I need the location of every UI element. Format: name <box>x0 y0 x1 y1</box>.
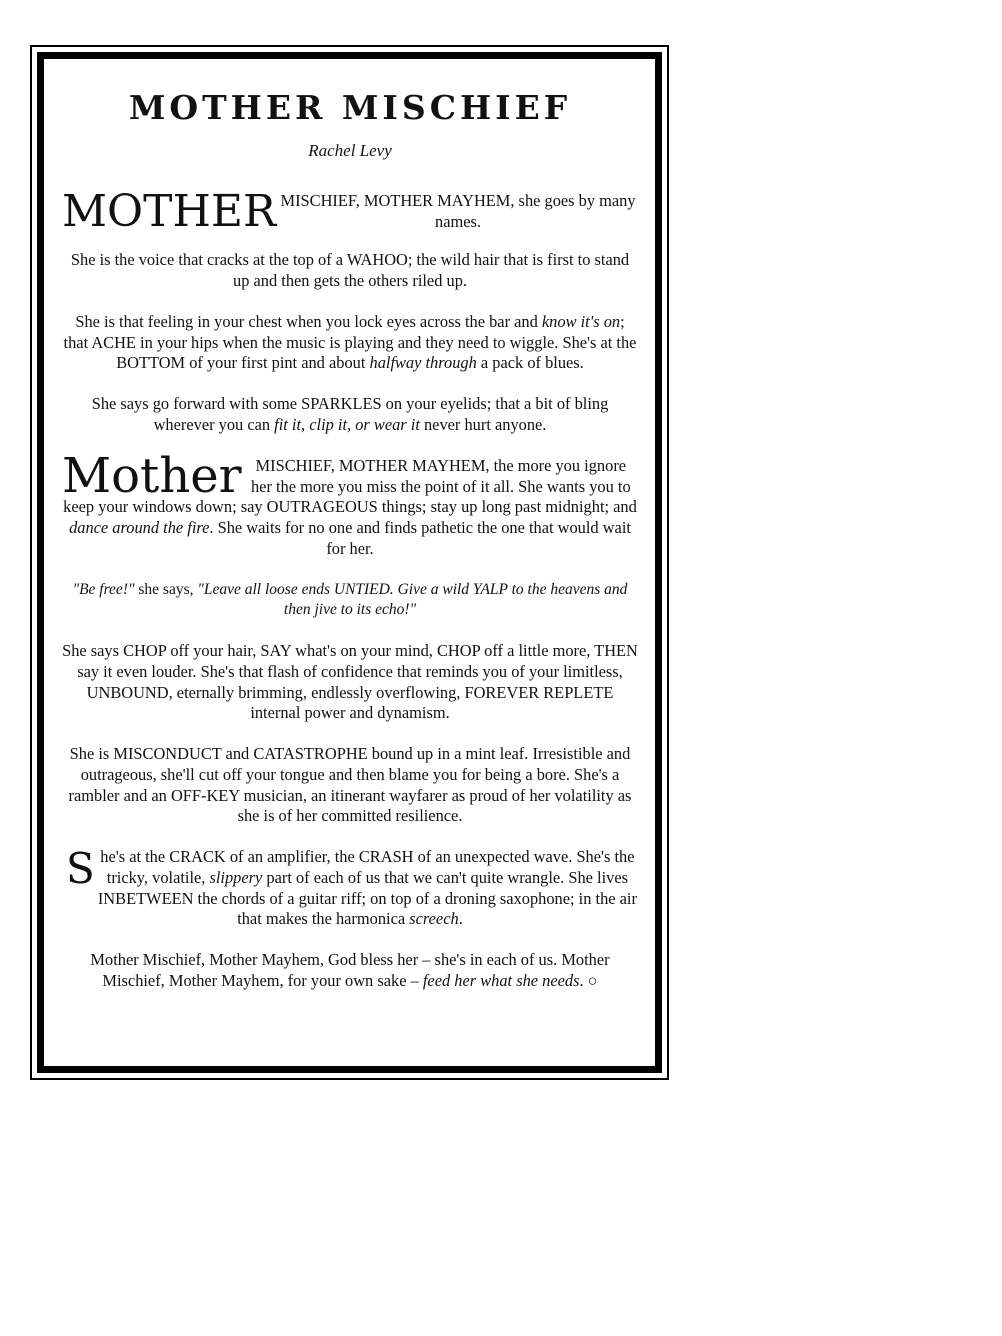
drop-cap-s: S <box>66 844 95 894</box>
paragraph-2: She is the voice that cracks at the top of a WAHOO; the wild hair that is first to stand up and then gets the others riled up. <box>70 250 630 290</box>
paragraph-7: She says CHOP off your hair, SAY what's on your mind, CHOP off a little more, THEN say it even louder. She's that flash of confidence that reminds you of your limitless, UNBOUND, eternally brimming, endlessly overflowing, FOREVER REPLETE internal power and dynamism. <box>62 641 638 723</box>
paragraph-9: She's at the CRACK of an amplifier, the CRASH of an unexpected wave. She's the tricky, volatile, slippery part of each of us that we can't quite wrangle. She lives INBETWEEN the chords of a guitar riff; on top of a droning saxophone; in the air that makes the harmonica screech. <box>66 844 637 929</box>
paragraph-closing: Mother Mischief, Mother Mayhem, God bless her – she's in each of us. Mother Mischief, Mother Mayhem, for your own sake – feed her what she needs. ○ <box>90 950 610 990</box>
paragraph-8: She is MISCONDUCT and CATASTROPHE bound up in a mint leaf. Irresistible and outrageous, she'll cut off your tongue and then blame you for being a bore. She's a rambler and an OFF-KEY musician, an itinerant wayfarer as proud of her volatility as she is of her committed resilience. <box>68 744 632 826</box>
article <box>62 52 638 992</box>
drop-cap-mother: MOTHER <box>62 186 277 237</box>
paragraph-1: MOTHER MISCHIEF, MOTHER MAYHEM, she goes by many names. <box>62 186 636 237</box>
author-byline: Rachel Levy <box>308 141 392 160</box>
article-title: MOTHER MISCHIEF <box>128 88 572 127</box>
paragraph-5: Mother MISCHIEF, MOTHER MAYHEM, the more you ignore her the more you miss the point of it all. She wants you to keep your windows down; say OUTRAGEOUS things; stay up long past midnight; and dance around the fire. She waits for no one and finds pathetic the one that would wait for her. <box>62 448 637 558</box>
drop-cap-mother-2: Mother <box>62 448 242 505</box>
paragraph-4: She says go forward with some SPARKLES on your eyelids; that a bit of bling wherever you can fit it, clip it, or wear it never hurt anyone. <box>91 394 609 434</box>
paragraph-3: She is that feeling in your chest when you lock eyes across the bar and know it's on; that ACHE in your hips when the music is playing and they need to wiggle. She's at the BOTTOM of your first pint and about halfway through a pack of blues. <box>63 311 637 373</box>
paragraph-quote: "Be free!" she says, "Leave all loose ends UNTIED. Give a wild YALP to the heavens and then jive to its echo!" <box>72 580 628 619</box>
